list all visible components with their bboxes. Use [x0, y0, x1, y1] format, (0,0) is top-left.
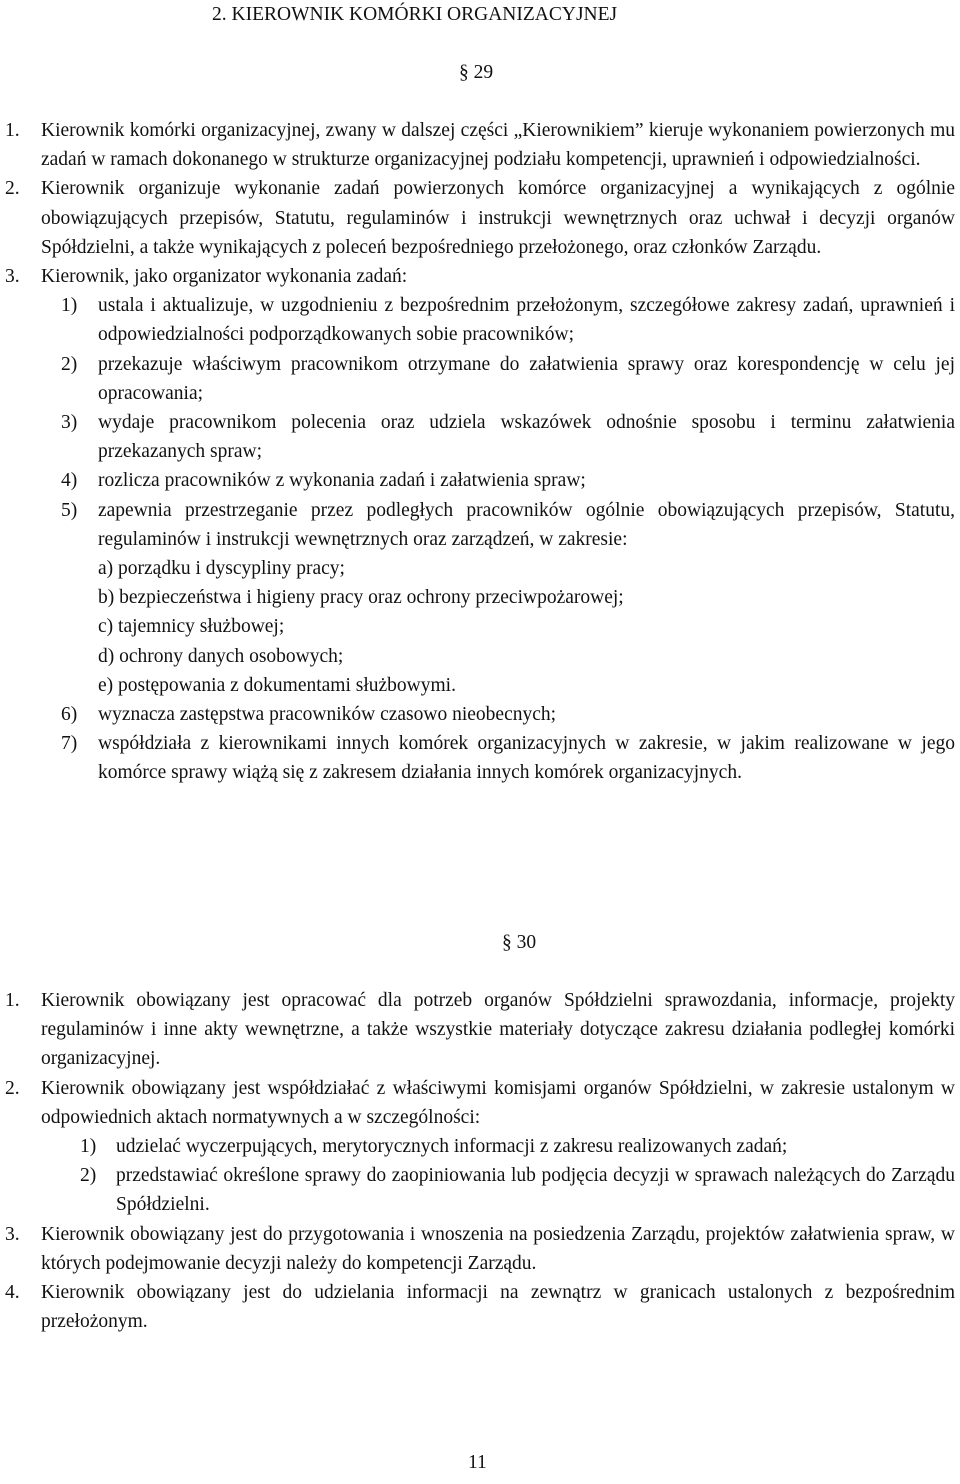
list-item-text: zapewnia przestrzeganie przez podległych pracowników ogólnie obowiązujących przepisów, Statutu, regulaminów i instrukcji wewnętrznych oraz zarządzeń, w zakresie:	[98, 499, 955, 550]
paragraph-4	[0, 1278, 955, 1336]
list-item-text: wyznacza zastępstwa pracowników czasowo nieobecnych;	[98, 704, 557, 726]
paragraph-number: 2.	[5, 1077, 20, 1099]
list-item-number: 6)	[61, 704, 78, 726]
list-item-number: 2)	[80, 1165, 97, 1187]
paragraph-2	[0, 1074, 955, 1132]
chapter-heading: 2. KIEROWNIK KOMÓRKI ORGANIZACYJNEJ	[212, 4, 618, 25]
paragraph-text: Kierownik obowiązany jest do przygotowania i wnoszenia na posiedzenia Zarządu, projektów załatwienia spraw, w których podejmowanie decyzji należy do kompetencji Zarządu.	[41, 1223, 955, 1274]
paragraph-3	[0, 1220, 955, 1278]
numbered-list	[0, 291, 955, 787]
numbered-list	[0, 1132, 955, 1220]
paragraph-text: Kierownik obowiązany jest do udzielania informacji na zewnątrz w granicach ustalonych z bezpośrednim przełożonym.	[41, 1282, 955, 1333]
paragraph-number: 2.	[5, 178, 20, 200]
list-item	[0, 466, 955, 495]
paragraph-number: 3.	[5, 266, 20, 288]
section-30-body	[0, 986, 955, 1336]
list-item-text: współdziała z kierownikami innych komórek organizacyjnych w zakresie, w jakim realizowane w jego komórce sprawy wiążą się z zakresem działania innych komórek organizacyjnych.	[98, 733, 955, 784]
section-mark-30: § 30	[502, 932, 537, 953]
sublist-item: e) postępowania z dokumentami służbowymi.	[98, 674, 456, 696]
paragraph-number: 1.	[5, 990, 20, 1011]
list-item-number: 3)	[61, 412, 78, 434]
list-item-text: wydaje pracownikom polecenia oraz udziela wskazówek odnośnie sposobu i terminu załatwienia przekazanych spraw;	[98, 412, 955, 463]
paragraph-text: Kierownik komórki organizacyjnej, zwany w dalszej części „Kierownikiem” kieruje wykonaniem powierzonych mu zadań w ramach dokonanego w strukturze organizacyjnej podziału kompetencji, uprawnień i odpowiedzialności.	[41, 120, 955, 171]
sublist-item: a) porządku i dyscypliny pracy;	[98, 558, 345, 580]
paragraph-number: 3.	[5, 1223, 20, 1245]
page-number: 11	[468, 1452, 487, 1473]
list-item-text: udzielać wyczerpujących, merytorycznych informacji z zakresu realizowanych zadań;	[116, 1136, 788, 1158]
paragraph-1	[0, 986, 955, 1074]
sublist-item: c) tajemnicy służbowej;	[98, 616, 285, 638]
list-item-text: ustala i aktualizuje, w uzgodnieniu z bezpośrednim przełożonym, szczegółowe zakresy zadań, uprawnień i odpowiedzialności podporządkowanych sobie pracowników;	[98, 295, 955, 346]
list-item	[0, 408, 955, 466]
paragraph-1	[0, 116, 955, 174]
list-item	[0, 1161, 955, 1219]
paragraph-text: Kierownik obowiązany jest współdziałać z właściwymi komisjami organów Spółdzielni, w zakresie ustalonym w odpowiednich aktach normatywnych a w szczególności:	[41, 1077, 955, 1128]
list-item-text: rozlicza pracowników z wykonania zadań i załatwienia spraw;	[98, 470, 586, 492]
lettered-sublist	[0, 554, 955, 700]
list-item-number: 7)	[61, 733, 78, 755]
list-item-text: przedstawiać określone sprawy do zaopiniowania lub podjęcia decyzji w sprawach należących do Zarządu Spółdzielni.	[116, 1165, 955, 1216]
list-item-number: 4)	[61, 470, 78, 492]
sublist-item: b) bezpieczeństwa i higieny pracy oraz ochrony przeciwpożarowej;	[98, 587, 624, 609]
list-item	[0, 1132, 955, 1161]
paragraph-3	[0, 262, 955, 291]
list-item-number: 1)	[80, 1136, 97, 1158]
list-item-number: 5)	[61, 499, 78, 521]
paragraph-number: 4.	[5, 1282, 20, 1304]
sublist-item: d) ochrony danych osobowych;	[98, 645, 344, 667]
section-mark-29: § 29	[459, 62, 494, 83]
paragraph-2	[0, 174, 955, 262]
paragraph-text: Kierownik organizuje wykonanie zadań powierzonych komórce organizacyjnej a wynikających z ogólnie obowiązujących przepisów, Statutu, regulaminów i instrukcji wewnętrznych oraz uchwał i decyzji organów Spółdzielni, a także wynikających z poleceń bezpośredniego przełożonego, oraz członków Zarządu.	[41, 178, 955, 258]
list-item-number: 2)	[61, 353, 78, 375]
paragraph-text: Kierownik, jako organizator wykonania zadań:	[41, 266, 408, 288]
paragraph-text: Kierownik obowiązany jest opracować dla potrzeb organów Spółdzielni sprawozdania, informacje, projekty regulaminów i inne akty wewnętrzne, a także wszystkie materiały dotyczące zakresu działania podległej komórki organizacyjnej.	[41, 990, 955, 1070]
section-29-body	[0, 116, 955, 788]
list-item	[0, 700, 955, 729]
list-item-text: przekazuje właściwym pracownikom otrzymane do załatwienia sprawy oraz korespondencję w celu jej opracowania;	[98, 353, 955, 404]
list-item	[0, 291, 955, 349]
list-item	[0, 729, 955, 787]
list-item-number: 1)	[61, 295, 78, 317]
list-item	[0, 350, 955, 408]
paragraph-number: 1.	[5, 120, 20, 141]
list-item	[0, 496, 955, 554]
